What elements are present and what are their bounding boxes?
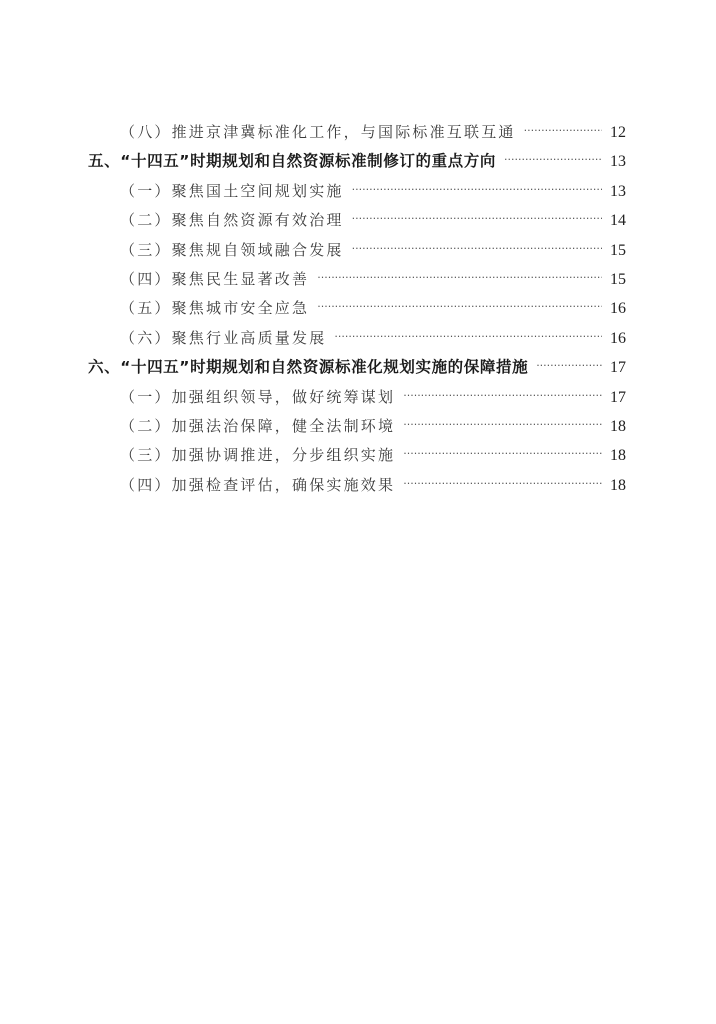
toc-entry[interactable] xyxy=(88,177,626,206)
table-of-contents xyxy=(88,118,626,500)
toc-section-title: 六、“十四五”时期规划和自然资源标准化规划实施的保障措施 xyxy=(88,358,529,377)
toc-entry[interactable] xyxy=(88,441,626,470)
toc-entry[interactable] xyxy=(88,206,626,235)
toc-page-number: 17 xyxy=(610,388,626,406)
toc-entry[interactable] xyxy=(88,324,626,353)
toc-dot-leader xyxy=(403,439,602,468)
toc-dot-leader xyxy=(403,410,602,439)
toc-entry[interactable] xyxy=(88,294,626,323)
toc-entry-title: （八）推进京津冀标准化工作，与国际标准互联互通 xyxy=(120,123,516,141)
toc-dot-leader xyxy=(524,116,602,145)
toc-entry[interactable] xyxy=(88,383,626,412)
toc-section-heading[interactable] xyxy=(88,147,626,176)
toc-section-title: 五、“十四五”时期规划和自然资源标准制修订的重点方向 xyxy=(88,152,496,171)
toc-section-heading[interactable] xyxy=(88,353,626,382)
toc-page-number: 13 xyxy=(610,153,626,171)
toc-entry[interactable] xyxy=(88,265,626,294)
toc-entry[interactable] xyxy=(88,236,626,265)
toc-page-number: 13 xyxy=(610,182,626,200)
toc-page-number: 16 xyxy=(610,329,626,347)
toc-page-number: 18 xyxy=(610,417,626,435)
toc-entry-title: （五）聚焦城市安全应急 xyxy=(120,299,310,318)
toc-dot-leader xyxy=(317,292,602,321)
toc-page-number: 18 xyxy=(610,447,626,465)
toc-page-number: 17 xyxy=(610,359,626,377)
toc-entry-title: （四）加强检查评估，确保实施效果 xyxy=(120,475,396,494)
toc-dot-leader xyxy=(504,145,602,174)
toc-entry-title: （二）加强法治保障，健全法制环境 xyxy=(120,416,396,435)
toc-page-number: 15 xyxy=(610,270,626,288)
toc-dot-leader xyxy=(352,204,602,233)
toc-entry-title: （二）聚焦自然资源有效治理 xyxy=(120,211,344,230)
toc-dot-leader xyxy=(317,263,602,292)
toc-page-number: 12 xyxy=(610,124,626,141)
toc-dot-leader xyxy=(536,351,602,380)
toc-entry-title: （一）聚焦国土空间规划实施 xyxy=(120,181,344,200)
toc-page-number: 16 xyxy=(610,300,626,318)
toc-dot-leader xyxy=(352,175,602,204)
toc-entry[interactable] xyxy=(88,471,626,500)
toc-entry-title: （四）聚焦民生显著改善 xyxy=(120,269,310,288)
toc-page-number: 18 xyxy=(610,476,626,494)
toc-entry[interactable] xyxy=(88,118,626,147)
toc-entry-title: （一）加强组织领导，做好统筹谋划 xyxy=(120,387,396,406)
toc-entry[interactable] xyxy=(88,412,626,441)
toc-entry-title: （三）聚焦规自领域融合发展 xyxy=(120,240,344,259)
toc-entry-title: （六）聚焦行业高质量发展 xyxy=(120,328,327,347)
toc-entry-title: （三）加强协调推进，分步组织实施 xyxy=(120,446,396,465)
toc-page-number: 15 xyxy=(610,241,626,259)
toc-page-number: 14 xyxy=(610,212,626,230)
toc-dot-leader xyxy=(334,322,602,351)
toc-dot-leader xyxy=(352,234,602,263)
toc-dot-leader xyxy=(403,469,602,498)
toc-dot-leader xyxy=(403,381,602,410)
